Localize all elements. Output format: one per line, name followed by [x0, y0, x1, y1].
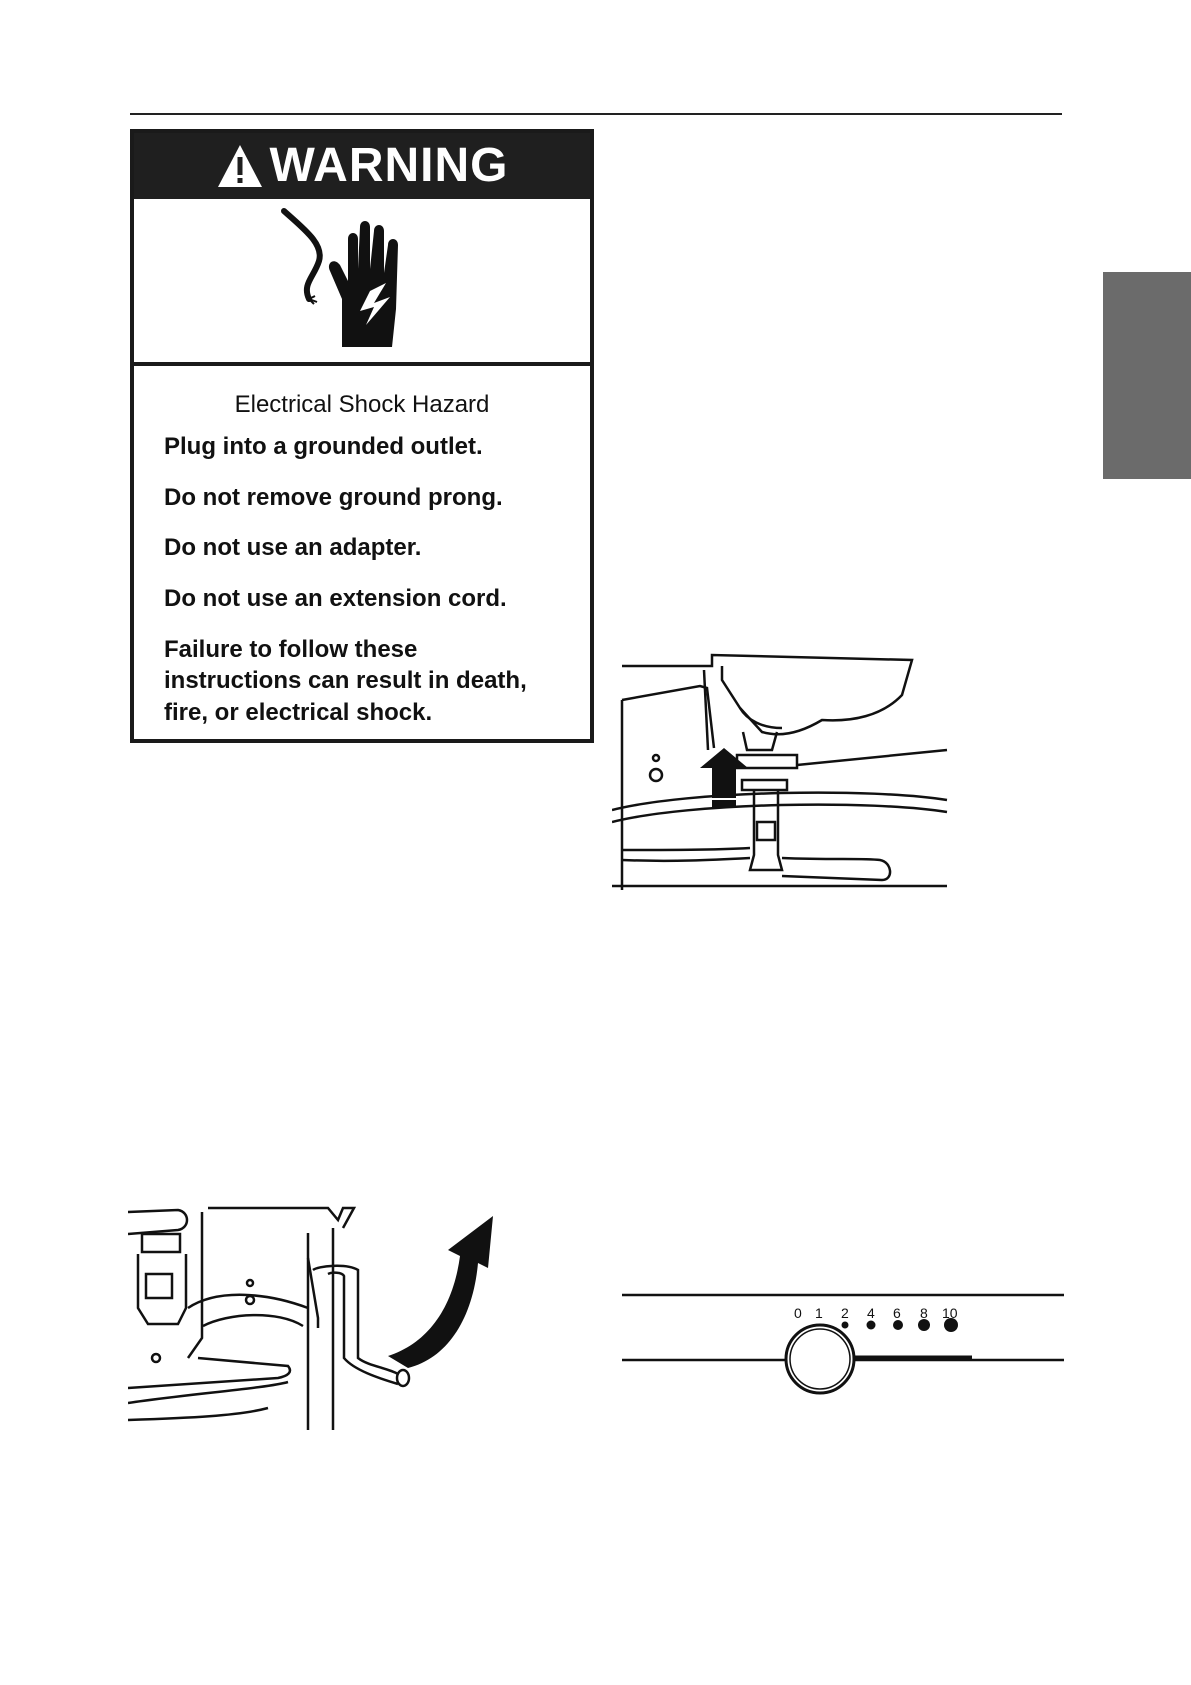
- warning-line: Plug into a grounded outlet.: [164, 433, 483, 460]
- beater-attachment-illustration: [612, 650, 957, 890]
- top-rule: [130, 113, 1062, 115]
- warning-text: [134, 366, 590, 739]
- warning-line: Do not remove ground prong.: [164, 483, 503, 511]
- speed-label: 4: [867, 1305, 875, 1321]
- speed-label: 0: [794, 1305, 802, 1321]
- speed-label: 2: [841, 1305, 849, 1321]
- warning-title: WARNING: [269, 139, 509, 192]
- speed-label: 10: [942, 1305, 958, 1321]
- speed-labels: [612, 1285, 1064, 1325]
- speed-label: 1: [815, 1305, 823, 1321]
- speed-label: 6: [893, 1305, 901, 1321]
- bowl-lift-handle-illustration: [128, 1198, 508, 1430]
- speed-label: 8: [920, 1305, 928, 1321]
- warning-triangle-icon: [216, 143, 264, 189]
- warning-consequence: Failure to follow these instructions can result in death, fire, or electrical shock.: [164, 635, 527, 727]
- warning-icon-area: [134, 199, 590, 366]
- electrical-shock-hand-icon: [134, 199, 590, 362]
- warning-line: Do not use an adapter.: [164, 534, 422, 562]
- hazard-title: Electrical Shock Hazard: [234, 391, 490, 418]
- section-tab: [1103, 272, 1191, 479]
- warning-header: [134, 133, 590, 199]
- warning-box: [130, 129, 594, 743]
- warning-line: Do not use an extension cord.: [164, 585, 507, 613]
